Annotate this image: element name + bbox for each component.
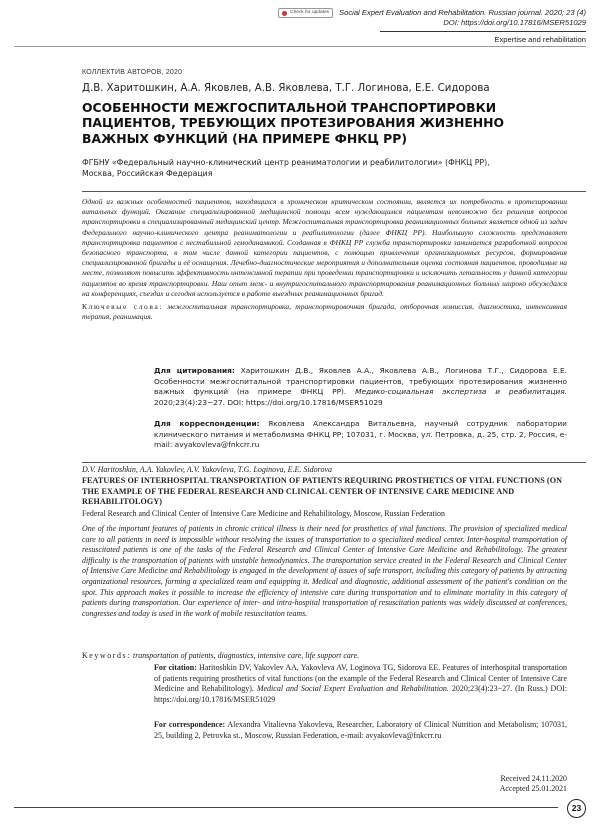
- citation-en-body: Haritoshkin DV, Yakovlev AA, Yakovleva AV, Loginova TG, Sidorova EE. Features of interhospital transportation of patients requiring prosthetics of vital functions (on the example of the Federal Research and Clinical Center of Intensive Care Medicine and Rehabilitology).: [154, 663, 568, 694]
- check-for-updates-label: Check for updates: [290, 10, 330, 15]
- citation-en-tail[interactable]: 2020;23(4):23−27. (In Russ.) DOI: https://doi.org/10.17816/MSER51029: [154, 684, 567, 704]
- correspondence-ru-body: Яковлева Александра Витальевна, научный сотрудник лаборатории клинического питания и метаболизма ФНКЦ РР; 107031, г. Москва, ул. Петровка, д. 25, стр. 2, Россия, e-mail: avyakovleva@fnkcrr.ru: [154, 419, 567, 450]
- russian-title-block: [82, 69, 568, 179]
- citation-ru-journal: Медико-социальная экспертиза и реабилитация.: [355, 387, 567, 397]
- english-block-top-rule: [82, 462, 586, 463]
- authors-en: D.V. Haritoshkin, A.A. Yakovlev, A.V. Yakovleva, T.G. Loginova, E.E. Sidorova: [82, 465, 332, 474]
- abstract-en: One of the important features of patients in chronic critical illness is their need for prosthetics of vital functions. The provision of specialized medical care to all patients in need is impossible without resolving the issues of transportation to a specialized medical center. Inter-hospital transportation of resuscitated patients is one of the tasks of the Federal Research and Clinical Center of Intensive Care Medicine and Rehabilitology. The greatest difficulty is the transportation of patients with unstable hemodynamics. The transportation service created in the Federal Research and Clinical Center of Intensive Care Medicine and Rehabilitology is engaged in the development of issues of safe transport, including this category of patients by attracting organizational resources, forming a specialized team and equipping it. Medical and diagnostic, additional assessment of the patient's condition on the spot. This approach makes it possible to increase the efficiency of intensive care during transportation and to eliminate mortality in this category of patients during transportation. Our experience of inter- and intra-hospital transportation of resuscitation patients was widely discussed at conferences, congresses and today is used in the work of mobile resuscitation teams.: [82, 524, 567, 618]
- citation-en-label: For citation:: [154, 663, 197, 672]
- article-title-ru: ОСОБЕННОСТИ МЕЖГОСПИТАЛЬНОЙ ТРАНСПОРТИРОВКИ ПАЦИЕНТОВ, ТРЕБУЮЩИХ ПРОТЕЗИРОВАНИЯ ЖИЗНЕННО ВАЖНЫХ ФУНКЦИЙ (НА ПРИМЕРЕ ФНКЦ РР): [82, 100, 505, 146]
- header-doi[interactable]: DOI: https://doi.org/10.17816/MSER51029: [443, 18, 586, 27]
- english-title-block: [82, 465, 567, 518]
- abstract-ru-top-rule: [82, 191, 586, 192]
- correspondence-ru-label: Для корреспонденции:: [154, 419, 260, 428]
- section-label: Expertise and rehabilitation: [494, 35, 586, 44]
- citation-ru-tail[interactable]: 2020;23(4):23−27. DOI: https://doi.org/10.17816/MSER51029: [154, 397, 383, 407]
- citation-ru-body: Харитошкин Д.В., Яковлев А.А., Яковлева А.В., Логинова Т.Г., Сидорова Е.Е. Особенности межгоспитальной транспортировки пациентов, требующих протезирования жизненно важных функций (на примере ФНКЦ РР).: [154, 366, 567, 397]
- journal-header: [278, 8, 586, 28]
- correspondence-en-body: Alexandra Vitalievna Yakovleva, Researcher, Laboratory of Clinical Nutrition and Metabolism; 107031, 25, building 2, Petrovka st., Moscow, Russian Federation, e-mail: avyakovleva@fnkcrr.ru: [154, 720, 568, 740]
- citation-en: [154, 663, 567, 705]
- article-title-en: FEATURES OF INTERHOSPITAL TRANSPORTATION OF PATIENTS REQUIRING PROSTHETICS OF VITAL FUNCTIONS (ON THE EXAMPLE OF THE FEDERAL RESEARCH AND CLINICAL CENTER OF INTENSIVE CARE MEDICINE AND REHABILITOLOGY): [82, 476, 563, 507]
- keywords-en: [82, 651, 567, 660]
- keywords-ru: [82, 302, 567, 322]
- affiliation-en: Federal Research and Clinical Center of Intensive Care Medicine and Rehabilitology, Moscow, Russian Federation: [82, 509, 445, 519]
- footer-rule: [14, 807, 558, 808]
- received-date: Received 24.11.2020: [500, 774, 567, 783]
- keywords-en-label: Keywords:: [82, 651, 132, 660]
- correspondence-ru: [154, 419, 567, 451]
- citation-en-journal: Medical and Social Expert Evaluation and Rehabilitation.: [256, 684, 449, 694]
- accepted-date: Accepted 25.01.2021: [499, 784, 567, 794]
- section-divider: [14, 46, 586, 47]
- affiliation-ru-line-1: ФГБНУ «Федеральный научно-клинический центр реаниматологии и реабилитологии» (ФНКЦ РР),: [82, 158, 490, 168]
- page-number: 23: [567, 799, 586, 818]
- correspondence-en-label: For correspondence:: [154, 720, 226, 729]
- copyright-collective: КОЛЛЕКТИВ АВТОРОВ, 2020: [82, 69, 183, 76]
- abstract-ru-text: Одной из важных особенностей пациентов, находящихся в хроническом критическом состоянии, является их потребность в протезировании витальных функций. Оказание специализированной медицинской помощи всем нуждающимся пациентам невозможно без решения вопросов транспортировки в специализированный медицинский центр. Межгоспитальная транспортировка реанимационных больных является одной из задач Федерального научно-клинического центра реаниматологии и реабилитологии (далее ФНКЦ РР). Наибольшую сложность представляет транспортировка пациентов с нестабильной гемодинамикой. Созданная в ФНКЦ РР служба транспортировки занимается разработкой вопросов безопасного транспорта, в том числе данной категории пациентов, с помощью привлечения организационных ресурсов, формирования специализированной бригады и её оснащения. Лечебно-диагностические мероприятия и дополнительная оценка состояния пациентов, проводимые на месте, позволяют повысить эффективность интенсивной терапии при проведении транспортировки и исключить летальность у данной категории пациентов во время транспортировки. Наш опыт меж- и внутригоспитального транспортирования реанимационных больных широко обсуждался на конференциях, съездах и сегодня используется в работе выездных реанимационных бригад.: [82, 197, 567, 298]
- keywords-ru-label: Ключевые слова:: [82, 302, 164, 312]
- correspondence-en: [154, 720, 567, 741]
- authors-ru: Д.В. Харитошкин, А.А. Яковлев, А.В. Яковлева, Т.Г. Логинова, Е.Е. Сидорова: [82, 83, 490, 94]
- citation-ru: [154, 366, 567, 408]
- crossmark-icon: [282, 11, 287, 16]
- affiliation-ru: [82, 158, 568, 179]
- affiliation-ru-line-2: Москва, Российская Федерация: [82, 168, 213, 178]
- check-for-updates-badge[interactable]: [278, 8, 333, 18]
- keywords-ru-text: межгоспитальная транспортировка, транспортировочная бригада, отборочная комиссия, диагностика, интенсивная терапия, реанимация.: [82, 302, 567, 322]
- journal-line: Social Expert Evaluation and Rehabilitation. Russian journal. 2020; 23 (4): [339, 8, 586, 18]
- received-accepted-dates: [500, 774, 567, 795]
- header-divider: [380, 31, 586, 32]
- keywords-en-text: transportation of patients, diagnostics, intensive care, life support care.: [133, 651, 360, 660]
- abstract-ru: [82, 197, 567, 322]
- citation-ru-label: Для цитирования:: [154, 366, 235, 375]
